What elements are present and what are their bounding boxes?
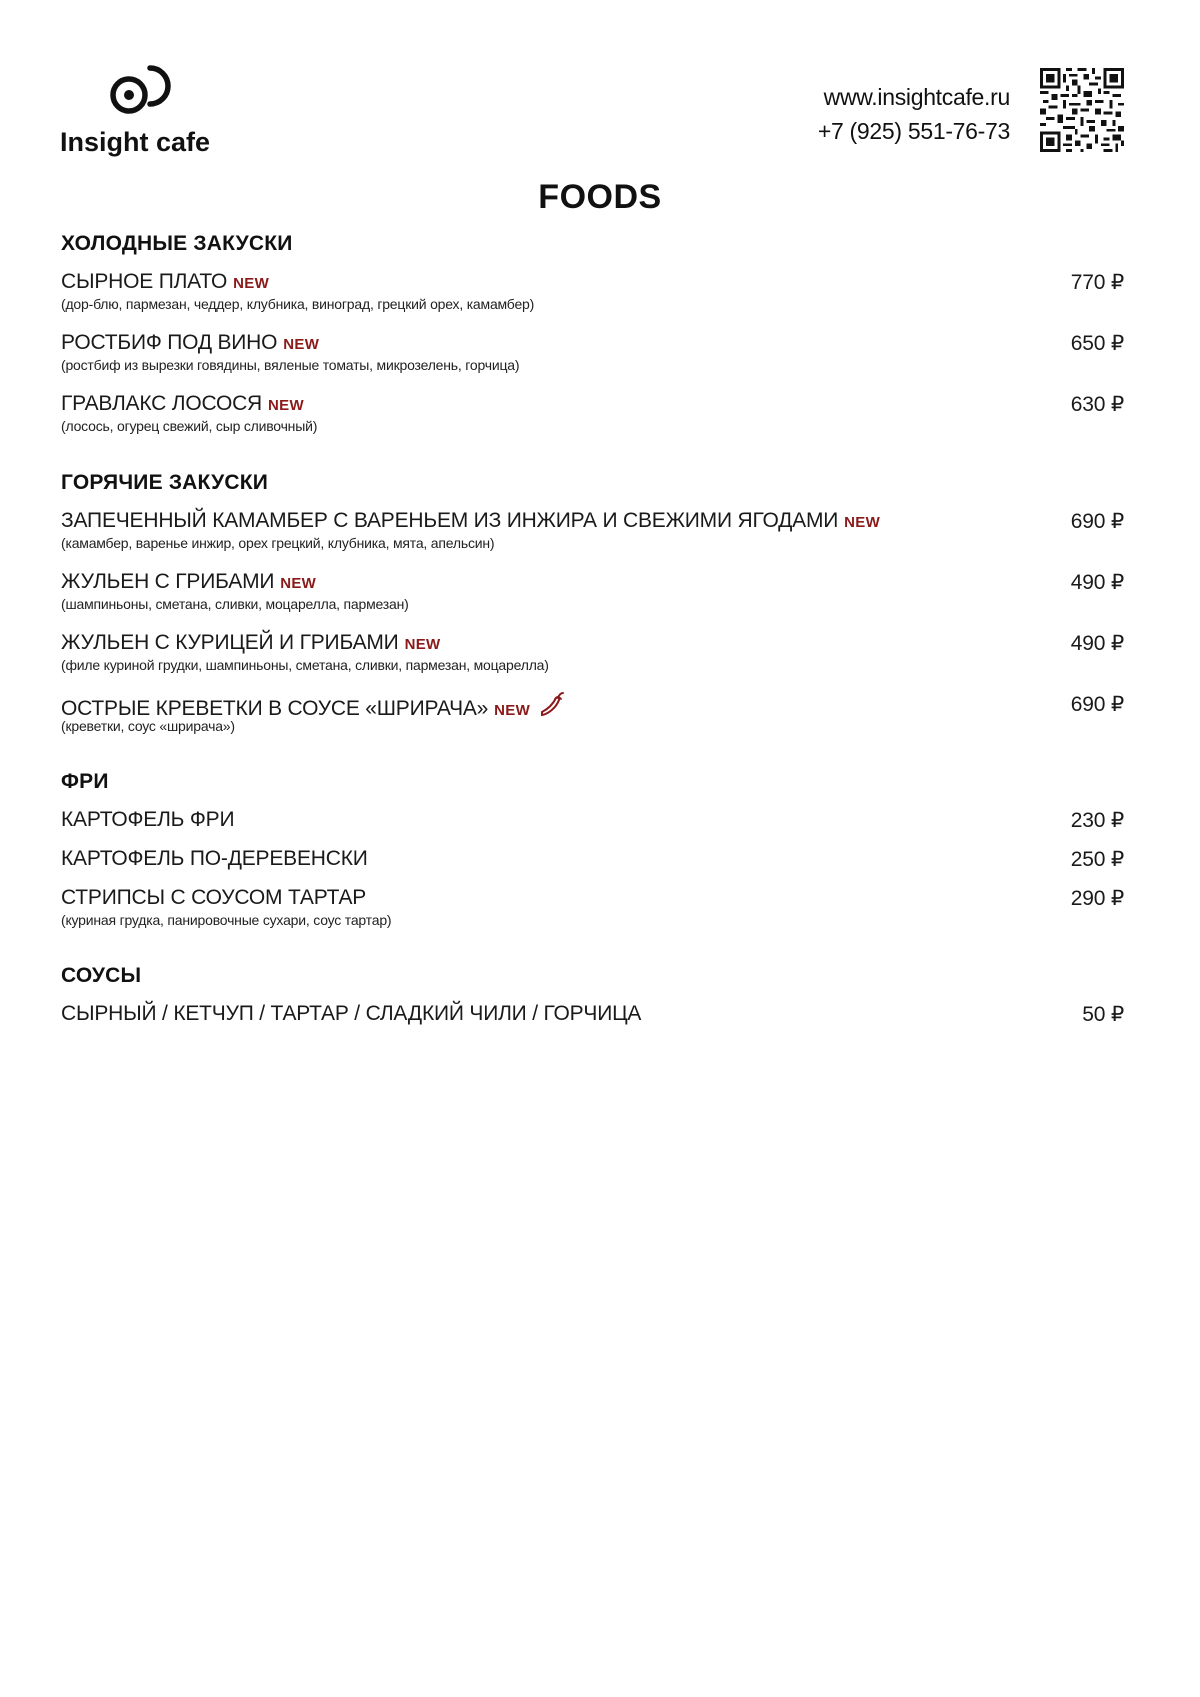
item-title: КАРТОФЕЛЬ ФРИ <box>61 808 235 831</box>
menu-item-name <box>61 509 880 533</box>
item-title: СЫРНЫЙ / КЕТЧУП / ТАРТАР / СЛАДКИЙ ЧИЛИ / ГОРЧИЦА <box>61 1002 642 1025</box>
menu-item-name <box>61 270 269 294</box>
menu-item-name <box>61 392 304 416</box>
page-title: FOODS <box>538 178 662 216</box>
item-title: ГРАВЛАКС ЛОСОСЯ <box>61 392 263 415</box>
item-price: 490 ₽ <box>1070 571 1124 594</box>
item-description: (филе куриной грудки, шампиньоны, сметана, сливки, пармезан, моцарелла) <box>61 657 549 673</box>
website-link[interactable]: www.insightcafe.ru <box>823 84 1010 110</box>
menu-item-name <box>61 331 319 355</box>
menu-item-name <box>61 1002 641 1026</box>
phone-number[interactable]: +7 (925) 551-76-73 <box>817 118 1010 144</box>
menu-item-name <box>61 570 316 594</box>
item-title: ЖУЛЬЕН С ГРИБАМИ <box>61 570 275 593</box>
section-title: ФРИ <box>61 770 109 793</box>
item-description: (камамбер, варенье инжир, орех грецкий, клубника, мята, апельсин) <box>61 535 495 551</box>
menu-item-name <box>61 692 566 721</box>
menu-item-name <box>61 847 368 871</box>
section-title: ХОЛОДНЫЕ ЗАКУСКИ <box>61 232 293 255</box>
new-badge: NEW <box>233 275 270 292</box>
item-description: (шампиньоны, сметана, сливки, моцарелла, пармезан) <box>61 596 409 612</box>
item-title: СТРИПСЫ С СОУСОМ ТАРТАР <box>61 886 367 909</box>
item-title: СЫРНОЕ ПЛАТО <box>61 270 228 293</box>
item-price: 690 ₽ <box>1070 510 1124 533</box>
item-price: 290 ₽ <box>1070 887 1124 910</box>
item-description: (лосось, огурец свежий, сыр сливочный) <box>61 418 318 434</box>
new-badge: NEW <box>404 636 441 653</box>
item-title: ЗАПЕЧЕННЫЙ КАМАМБЕР С ВАРЕНЬЕМ ИЗ ИНЖИРА И СВЕЖИМИ ЯГОДАМИ <box>61 509 839 532</box>
new-badge: NEW <box>494 702 531 719</box>
item-price: 770 ₽ <box>1070 271 1124 294</box>
new-badge: NEW <box>280 575 317 592</box>
contacts <box>818 80 1010 148</box>
item-title: КАРТОФЕЛЬ ПО-ДЕРЕВЕНСКИ <box>61 847 368 870</box>
item-price: 690 ₽ <box>1070 693 1124 716</box>
menu-item-name <box>61 631 440 655</box>
menu-item-name <box>61 808 234 832</box>
section-title: СОУСЫ <box>61 964 142 987</box>
item-price: 630 ₽ <box>1070 393 1124 416</box>
item-price: 250 ₽ <box>1070 848 1124 871</box>
item-price: 490 ₽ <box>1070 632 1124 655</box>
new-badge: NEW <box>283 336 320 353</box>
item-description: (креветки, соус «шрирача») <box>61 718 235 734</box>
item-title: РОСТБИФ ПОД ВИНО <box>61 331 278 354</box>
chili-pepper-icon <box>538 692 566 718</box>
item-description: (куриная грудка, панировочные сухари, соус тартар) <box>61 912 392 928</box>
item-description: (ростбиф из вырезки говядины, вяленые томаты, микрозелень, горчица) <box>61 357 520 373</box>
item-price: 230 ₽ <box>1070 809 1124 832</box>
section-title: ГОРЯЧИЕ ЗАКУСКИ <box>61 471 269 494</box>
cafe-logo <box>60 64 220 164</box>
item-title: ОСТРЫЕ КРЕВЕТКИ В СОУСЕ «ШРИРАЧА» <box>61 697 489 720</box>
menu-item-name <box>61 886 366 910</box>
item-description: (дор-блю, пармезан, чеддер, клубника, виноград, грецкий орех, камамбер) <box>61 296 535 312</box>
item-title: ЖУЛЬЕН С КУРИЦЕЙ И ГРИБАМИ <box>61 631 399 654</box>
item-price: 650 ₽ <box>1070 332 1124 355</box>
logo-text: Insight cafe <box>60 127 211 157</box>
new-badge: NEW <box>844 514 881 531</box>
qr-code-icon[interactable] <box>1040 68 1124 152</box>
logo-mark-icon <box>104 64 174 120</box>
item-price: 50 ₽ <box>1082 1003 1124 1026</box>
new-badge: NEW <box>268 397 304 414</box>
